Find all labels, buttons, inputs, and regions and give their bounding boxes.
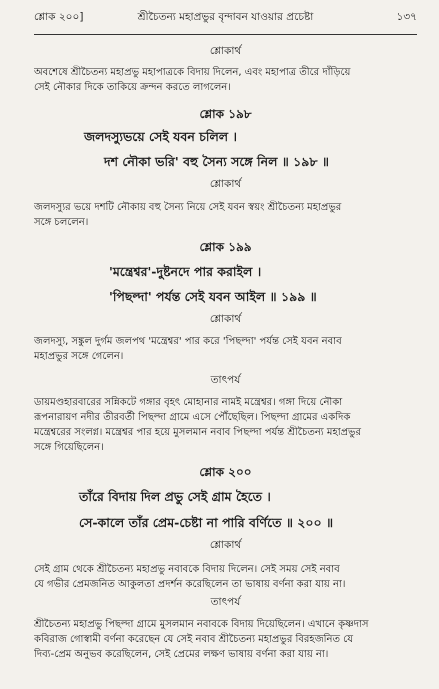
verse-line: দশ নৌকা ভরি' বহু সৈন্য সঙ্গে নিল ॥ ১৯৮ ॥ — [104, 154, 329, 169]
text-line: অবশেষে শ্রীচৈতন্য মহাপ্রভু মহাপাত্রকে বিদায় দিলেন, এবং মহাপাত্র তীরে দাঁড়িয়ে — [34, 67, 351, 78]
purport-heading: তাৎপর্য — [210, 596, 241, 608]
text-line: মহাপ্রভুর সঙ্গে গেলেন। — [34, 351, 124, 362]
verse-line: 'পিছল্দা' পর্যন্ত সেই যবন আইল ॥ ১৯৯ ॥ — [109, 289, 317, 304]
purport-paragraph — [34, 617, 417, 662]
text-line: সেই নৌকার দিকে তাকিয়ে ক্রন্দন করতে লাগলেন। — [34, 82, 231, 93]
verse-label: শ্লোক ১৯৮ — [199, 107, 252, 121]
translation-heading: শ্লোকার্থ — [209, 45, 242, 57]
header-page-number: ১৩৭ — [396, 11, 417, 23]
running-header — [34, 0, 417, 35]
text-line: কবিরাজ গোস্বামী বর্ণনা করেছেন যে সেই নবাব শ্রীচৈতন্য মহাপ্রভুর বিরহজনিত যে — [34, 634, 353, 645]
verse-line: সে-কালে তাঁর প্রেম-চেষ্টা না পারি বর্ণিতে ॥ ২০০ ॥ — [79, 515, 334, 530]
translation-paragraph — [34, 200, 417, 230]
translation-heading: শ্লোকার্থ — [209, 539, 242, 551]
verse-line: 'মন্ত্রেশ্বর'-দুষ্টনদে পার করাইল । — [109, 264, 262, 279]
header-chapter-title: শ্রীচৈতন্য মহাপ্রভুর বৃন্দাবন যাওয়ার প্রচেষ্টা — [137, 11, 314, 23]
text-line: শ্রীচৈতন্য মহাপ্রভু পিছল্দা গ্রামে মুসলমান নবাবকে বিদায় দিয়েছিলেন। এখানে কৃষ্ণদাস — [34, 619, 369, 630]
verse-label: শ্লোক ২০০ — [199, 465, 252, 479]
verse-line: জলদস্যুভয়ে সেই যবন চলিল । — [84, 129, 237, 144]
text-line: সঙ্গে চললেন। — [34, 217, 89, 228]
translation-paragraph — [34, 562, 417, 592]
translation-paragraph — [34, 65, 417, 95]
text-line: যে গভীর প্রেমজনিত আকুলতা প্রদর্শন করেছিলেন তা ভাষায় বর্ণনা করা যায় না। — [34, 579, 346, 590]
verse-line: তাঁরে বিদায় দিল প্রভু সেই গ্রাম হৈতে । — [79, 489, 271, 504]
text-line: জলদস্যুর ভয়ে দশটি নৌকায় বহু সৈন্য নিয়ে সেই যবন স্বয়ং শ্রীচৈতন্য মহাপ্রভুর — [34, 202, 342, 213]
text-line: জলদস্যু, সঙ্কুল দুর্গম জলপথ 'মন্ত্রেশ্বর' পার করে 'পিছল্দা' পর্যন্ত সেই যবন নবাব — [34, 336, 342, 347]
header-verse-ref: শ্লোক ২০০] — [34, 11, 84, 23]
text-line: সেই গ্রাম থেকে শ্রীচৈতন্য মহাপ্রভু নবাবকে বিদায় দিলেন। সেই সময় সেই নবাব — [34, 564, 340, 575]
translation-heading: শ্লোকার্থ — [209, 178, 242, 190]
text-line: দিব্য-প্রেম অনুভব করেছিলেন, সেই প্রেমের লক্ষণ ভাষায় বর্ণনা করা যায় না। — [34, 649, 329, 660]
translation-heading: শ্লোকার্থ — [209, 313, 242, 325]
purport-heading: তাৎপর্য — [210, 374, 241, 386]
purport-paragraph — [34, 395, 417, 455]
verse-label: শ্লোক ১৯৯ — [199, 240, 252, 254]
translation-paragraph — [34, 334, 417, 364]
text-line: সঙ্গে গিয়েছিলেন। — [34, 442, 104, 453]
text-line: রূপনারায়ণ নদীর তীরবর্তী পিছল্দা গ্রামে এসে পৌঁছেছিল। পিছল্দা গ্রামের একদিক — [34, 412, 351, 423]
text-line: মন্ত্রেশ্বরের সংলগ্ন। মন্ত্রেশ্বর পার হয়ে মুসলমান নবাব পিছল্দা পর্যন্ত শ্রীচৈতন্য মহাপ্রভুর — [34, 427, 362, 438]
text-line: ডায়মণ্ডহারবারের সন্নিকটে গঙ্গার বৃহৎ মোহানার নামই মন্ত্রেশ্বর। গঙ্গা দিয়ে নৌকা — [34, 397, 343, 408]
